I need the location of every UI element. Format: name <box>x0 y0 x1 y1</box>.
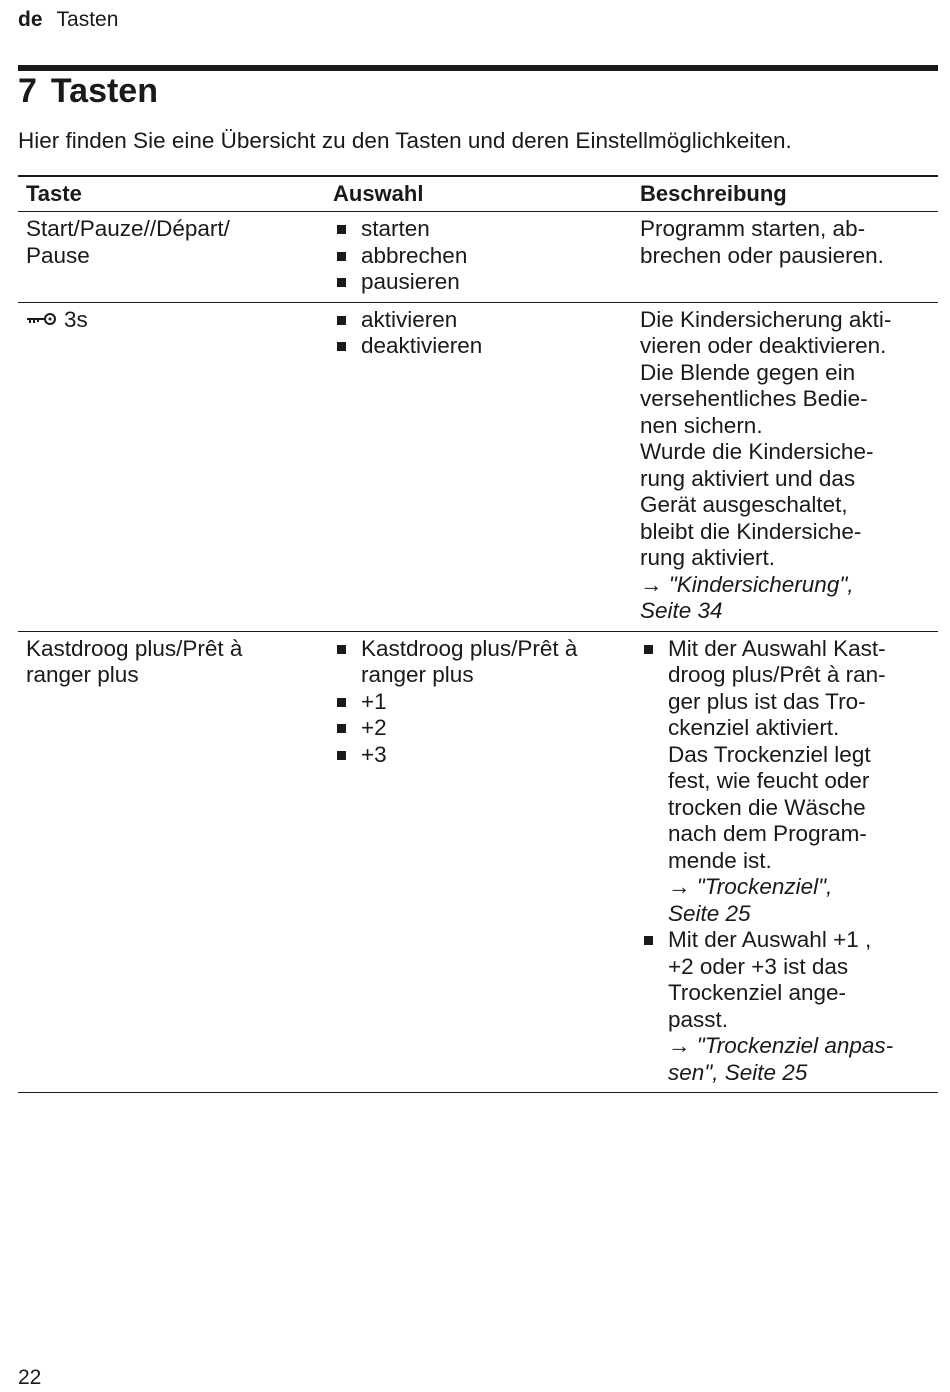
table-row <box>18 212 938 303</box>
line: Wurde die Kindersiche- <box>640 439 874 464</box>
cell-taste <box>18 212 325 302</box>
key-icon <box>26 307 58 334</box>
cell-auswahl <box>325 632 632 1093</box>
line: Mit der Auswahl +1 , <box>668 927 872 952</box>
line: trocken die Wäsche <box>668 794 866 820</box>
line: rung aktiviert und das <box>640 465 856 491</box>
line: droog plus/Prêt à ran- <box>668 662 886 687</box>
line: Kastdroog plus/Prêt à <box>361 635 578 661</box>
list-item: deaktivieren <box>333 333 632 360</box>
line: ckenziel aktiviert. <box>668 715 840 740</box>
cross-reference-link[interactable] <box>668 874 938 927</box>
line: nach dem Program- <box>668 821 867 846</box>
option-list <box>333 636 632 769</box>
page-number: 22 <box>18 1366 42 1389</box>
table-row <box>18 632 938 1094</box>
line: Die Kindersicherung akti- <box>640 306 892 332</box>
cell-auswahl <box>325 303 632 631</box>
list-item <box>640 636 938 928</box>
line: passt. <box>668 1006 729 1032</box>
chapter-number: 7 <box>18 72 37 110</box>
line: fest, wie feucht oder <box>668 768 870 793</box>
line: bleibt die Kindersiche- <box>640 518 862 544</box>
line: Gerät ausgeschaltet, <box>640 492 848 517</box>
line: vieren oder deaktivieren. <box>640 333 887 358</box>
line: → "Trockenziel", <box>668 874 833 899</box>
header-taste: Taste <box>26 181 82 206</box>
list-item: pausieren <box>333 269 632 296</box>
header-auswahl: Auswahl <box>333 181 424 206</box>
line: Programm starten, ab- <box>640 216 866 241</box>
line: Die Blende gegen ein <box>640 359 856 385</box>
running-header <box>18 8 118 32</box>
table-header <box>18 177 938 212</box>
line: ranger plus <box>26 662 139 687</box>
list-item: aktivieren <box>333 307 632 334</box>
list-item: +3 <box>333 742 632 769</box>
line: Mit der Auswahl Kast- <box>668 635 886 661</box>
line: rung aktiviert. <box>640 545 776 570</box>
option-list <box>333 307 632 360</box>
buttons-table <box>18 175 938 1093</box>
header-beschreibung: Beschreibung <box>640 181 787 206</box>
line: Start/Pauze//Départ/ <box>26 216 230 241</box>
line: Pause <box>26 242 90 268</box>
cell-beschreibung <box>632 303 938 631</box>
cell-beschreibung <box>632 212 938 302</box>
list-item: +2 <box>333 715 632 742</box>
chapter-heading: Tasten <box>50 72 158 110</box>
hold-duration: 3s <box>64 306 88 332</box>
list-item: starten <box>333 216 632 243</box>
cell-auswahl <box>325 212 632 302</box>
table-row <box>18 303 938 632</box>
cross-reference-link[interactable] <box>668 1033 938 1086</box>
line: Seite 25 <box>668 900 751 926</box>
option-list <box>333 216 632 296</box>
line: → "Kindersicherung", <box>640 571 854 597</box>
chapter-title <box>18 72 158 111</box>
line: → "Trockenziel anpas- <box>668 1033 894 1058</box>
cell-taste <box>18 632 325 1093</box>
line: sen", Seite 25 <box>668 1059 808 1085</box>
line: nen sichern. <box>640 412 763 438</box>
header-rule <box>18 65 938 71</box>
description-list <box>640 636 938 1087</box>
line: mende ist. <box>668 847 772 873</box>
line: Trockenziel ange- <box>668 980 847 1005</box>
line: Kastdroog plus/Prêt à <box>26 635 243 661</box>
cell-taste <box>18 303 325 631</box>
list-item <box>640 927 938 1086</box>
line: versehentliches Bedie- <box>640 386 868 411</box>
running-section-title: Tasten <box>56 8 119 31</box>
line: ger plus ist das Tro- <box>668 688 866 714</box>
list-item: abbrechen <box>333 243 632 270</box>
list-item <box>333 636 632 689</box>
line: Seite 34 <box>640 598 723 623</box>
cell-beschreibung <box>632 632 938 1093</box>
cross-reference-link[interactable] <box>640 572 938 625</box>
list-item: +1 <box>333 689 632 716</box>
line: ranger plus <box>361 662 474 687</box>
line: brechen oder pausieren. <box>640 242 884 268</box>
line: Das Trockenziel legt <box>668 741 871 767</box>
language-code: de <box>18 8 43 31</box>
intro-text: Hier finden Sie eine Übersicht zu den Tasten und deren Einstellmöglichkeiten. <box>18 128 792 153</box>
line: +2 oder +3 ist das <box>668 953 849 979</box>
